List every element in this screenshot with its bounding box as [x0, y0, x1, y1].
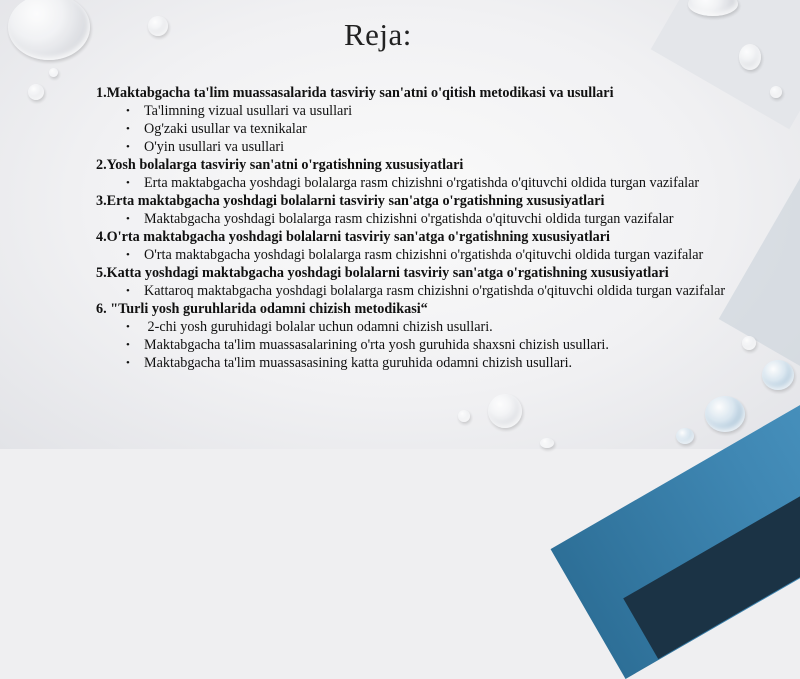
list-item-text: Kattaroq maktabgacha yoshdagi bolalarga rasm chizishni o'rgatishda o'qituvchi oldida turgan vazifalar	[144, 283, 726, 299]
list-item-text: 2-chi yosh guruhidagi bolalar uchun odamni chizish usullari.	[144, 319, 493, 335]
bullet-icon: •	[126, 213, 130, 225]
section-heading: 3.Erta maktabgacha yoshdagi bolalarni tasviriy san'atga o'rgatishning xususiyatlari	[96, 193, 605, 209]
slide-title: Reja:	[344, 17, 412, 52]
bullet-icon: •	[126, 357, 130, 369]
list-item	[96, 138, 776, 156]
list-item	[96, 246, 776, 264]
list-item-text: Maktabgacha yoshdagi bolalarga rasm chizishni o'rgatishda o'qituvchi oldida turgan vazifalar	[144, 211, 674, 227]
water-drop-decoration	[458, 410, 470, 422]
list-item	[96, 336, 776, 354]
list-item	[96, 318, 776, 336]
bullet-icon: •	[126, 249, 130, 261]
list-item	[96, 210, 776, 228]
section	[96, 84, 776, 156]
bullet-icon: •	[126, 177, 130, 189]
section-heading: 4.O'rta maktabgacha yoshdagi bolalarni tasviriy san'atga o'rgatishning xususiyatlari	[96, 229, 610, 245]
section	[96, 264, 776, 300]
list-item	[96, 102, 776, 120]
list-item	[96, 282, 776, 300]
list-item	[96, 120, 776, 138]
water-drop-decoration	[488, 394, 522, 428]
list-item	[96, 354, 776, 372]
water-drop-decoration	[540, 438, 554, 448]
section	[96, 192, 776, 228]
section-heading: 6. "Turli yosh guruhlarida odamni chizish metodikasi“	[96, 301, 428, 317]
outline-content	[96, 84, 776, 372]
bullet-icon: •	[126, 141, 130, 153]
bullet-icon: •	[126, 339, 130, 351]
section-heading: 2.Yosh bolalarga tasviriy san'atni o'rgatishning xususiyatlari	[96, 157, 464, 173]
list-item-text: Ta'limning vizual usullari va usullari	[144, 103, 353, 119]
bullet-icon: •	[126, 285, 130, 297]
list-item-text: Maktabgacha ta'lim muassasasining katta guruhida odamni chizish usullari.	[144, 355, 573, 371]
list-item-text: Og'zaki usullar va texnikalar	[144, 121, 307, 137]
water-drop-decoration	[148, 16, 168, 36]
list-item-text: Maktabgacha ta'lim muassasalarining o'rta yosh guruhida shaxsni chizish usullari.	[144, 337, 609, 353]
list-item	[96, 174, 776, 192]
section	[96, 228, 776, 264]
bullet-icon: •	[126, 321, 130, 333]
section	[96, 300, 776, 372]
water-drop-decoration	[49, 68, 58, 77]
section-heading: 1.Maktabgacha ta'lim muassasalarida tasviriy san'atni o'qitish metodikasi va usullari	[96, 85, 614, 101]
water-drop-decoration	[705, 396, 745, 432]
water-drop-decoration	[739, 44, 761, 70]
section-heading: 5.Katta yoshdagi maktabgacha yoshdagi bolalarni tasviriy san'atga o'rgatishning xususiyatlari	[96, 265, 669, 281]
section	[96, 156, 776, 192]
bullet-icon: •	[126, 123, 130, 135]
water-drop-decoration	[28, 84, 44, 100]
list-item-text: O'yin usullari va usullari	[144, 139, 285, 155]
list-item-text: Erta maktabgacha yoshdagi bolalarga rasm chizishni o'rgatishda o'qituvchi oldida turgan vazifalar	[144, 175, 700, 191]
water-drop-decoration	[676, 428, 694, 444]
list-item-text: O'rta maktabgacha yoshdagi bolalarga rasm chizishni o'rgatishda o'qituvchi oldida turgan vazifalar	[144, 247, 704, 263]
bullet-icon: •	[126, 105, 130, 117]
